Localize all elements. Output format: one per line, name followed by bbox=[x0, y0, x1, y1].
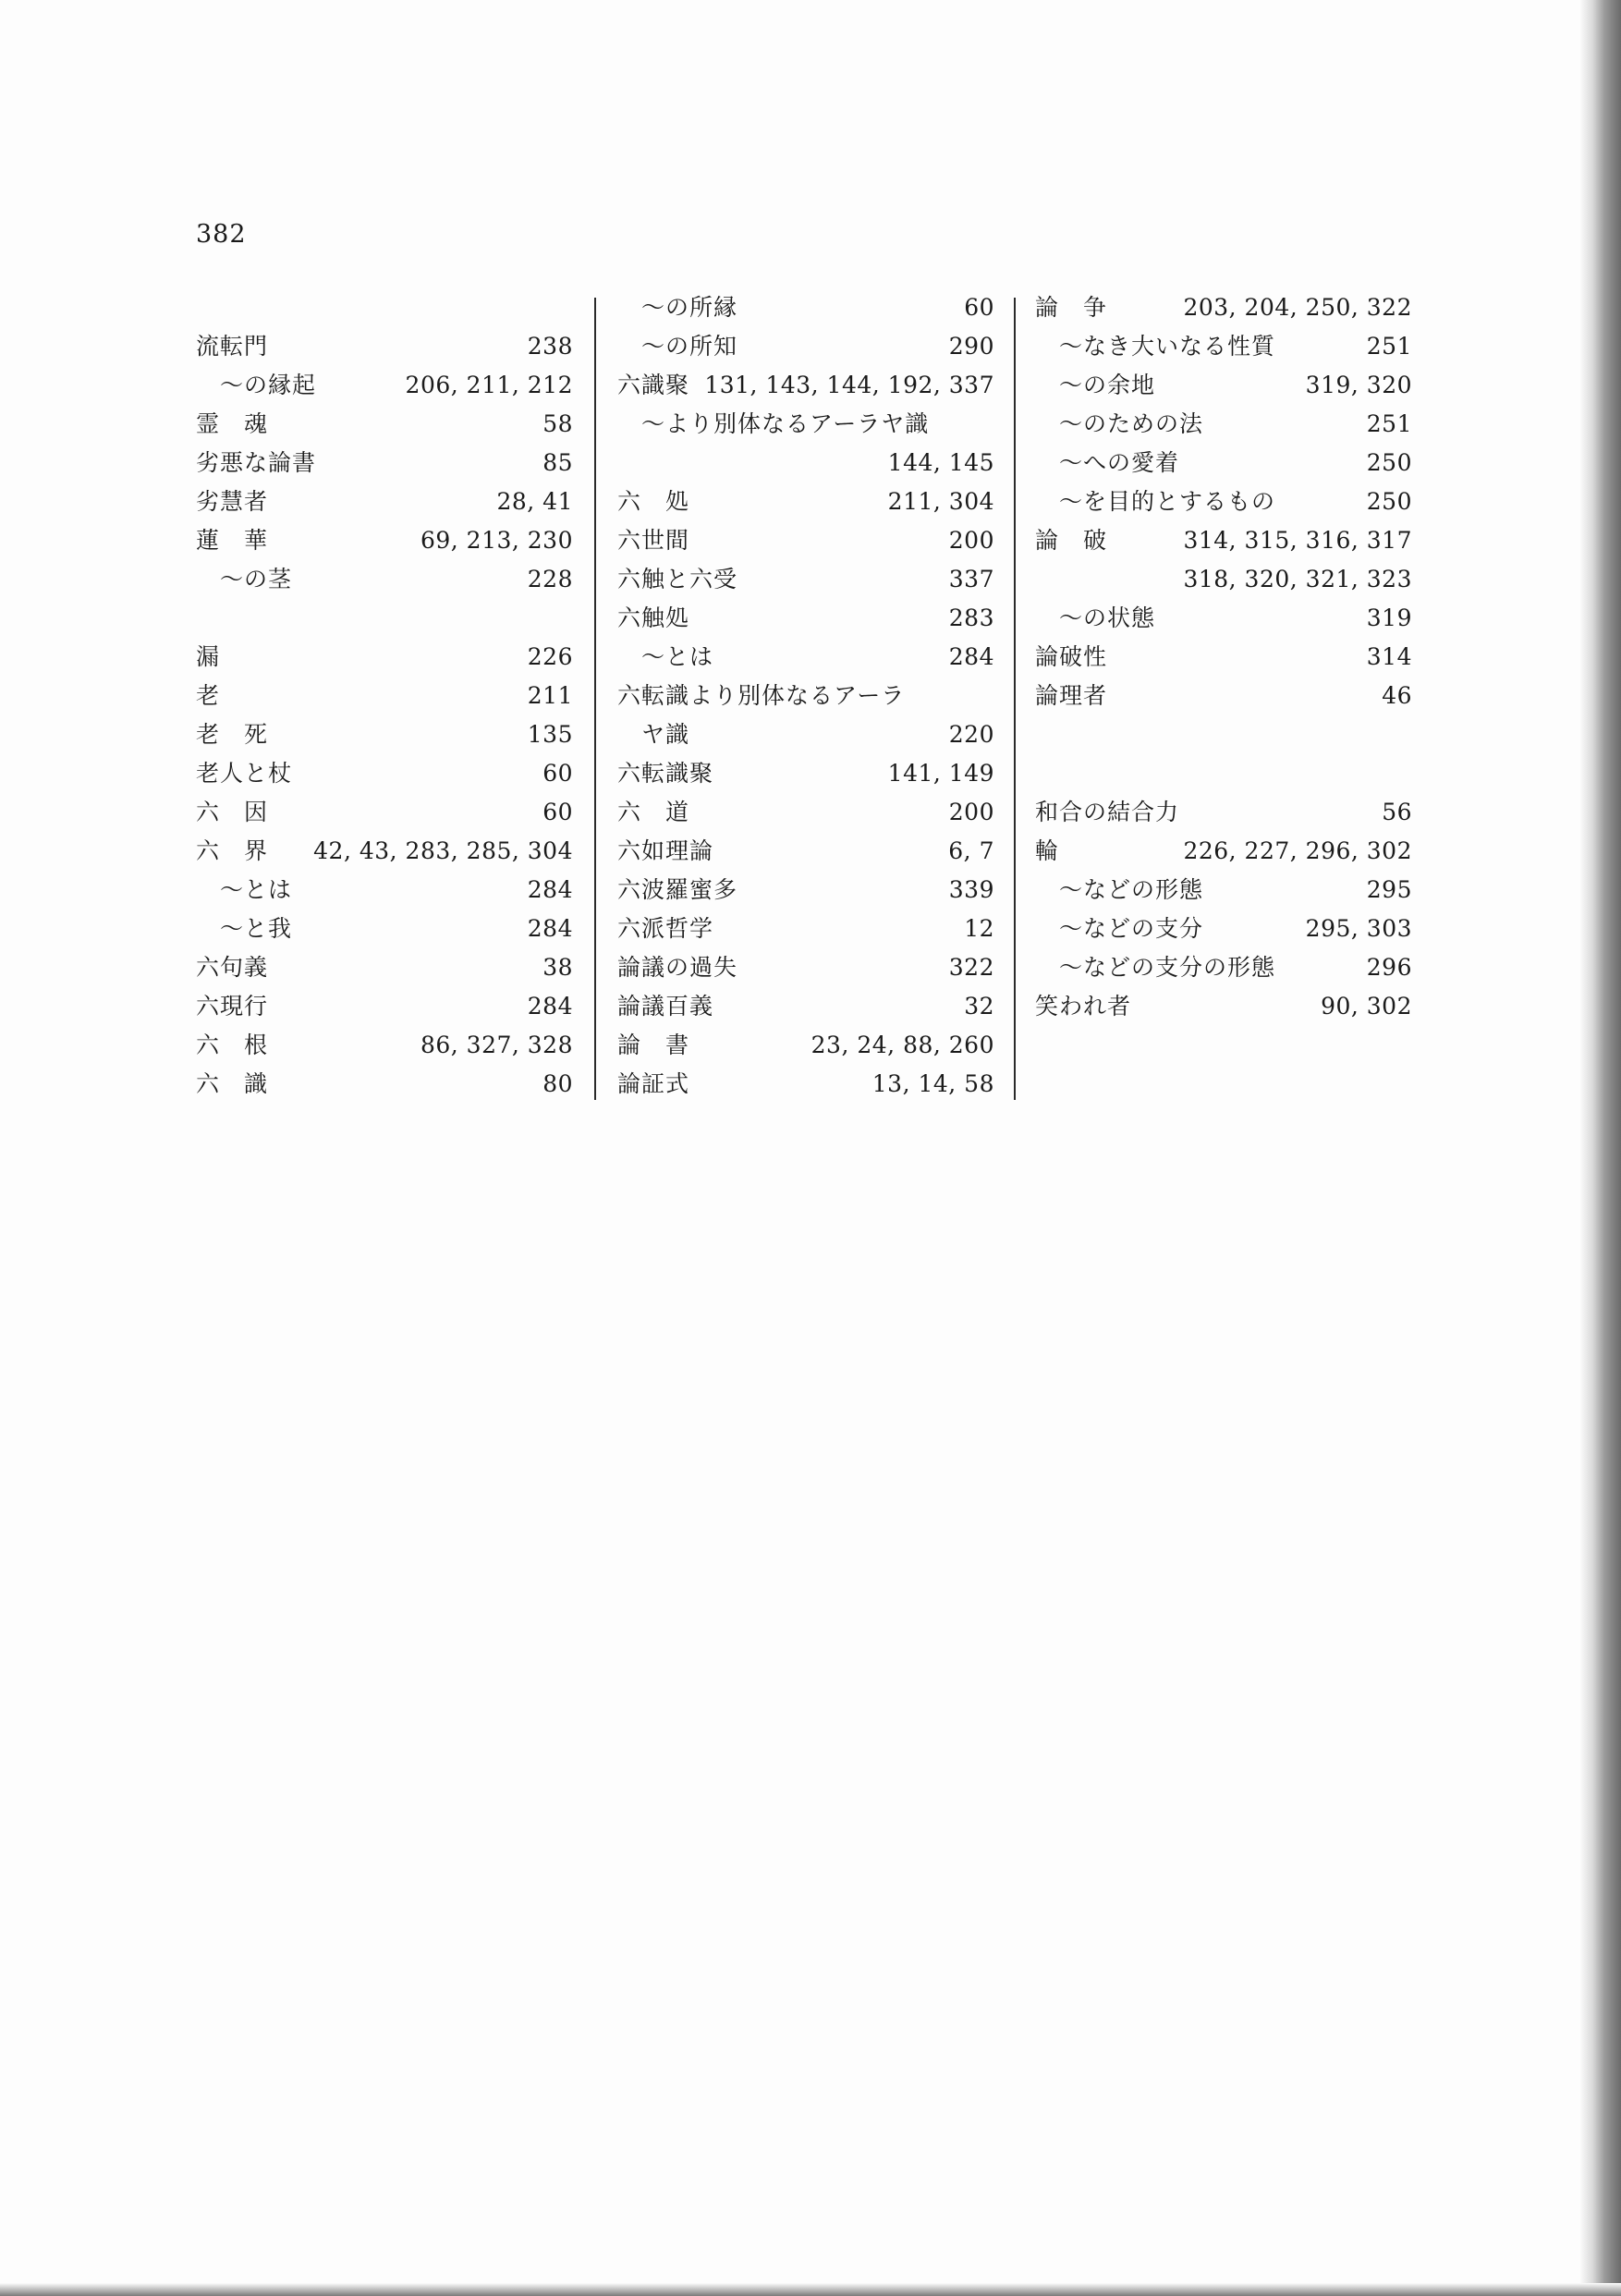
entry-term: ～のための法 bbox=[1059, 410, 1204, 437]
column-divider bbox=[594, 298, 596, 1100]
entry-term: 論 書 bbox=[617, 1032, 690, 1058]
index-entry bbox=[196, 677, 573, 715]
index-entry bbox=[196, 444, 573, 482]
entry-pages: 211, 304 bbox=[887, 488, 994, 515]
index-entry bbox=[617, 599, 994, 638]
entry-term: 輪 bbox=[1035, 837, 1060, 864]
entry-term: 老 bbox=[196, 682, 221, 709]
entry-term: 六識聚 bbox=[617, 372, 690, 398]
index-entry bbox=[617, 521, 994, 560]
entry-term: ～の余地 bbox=[1059, 372, 1156, 398]
index-entry bbox=[1035, 987, 1412, 1026]
entry-term: ～の縁起 bbox=[220, 372, 317, 398]
entry-term: 霊 魂 bbox=[196, 410, 269, 437]
entry-pages: 200 bbox=[948, 799, 994, 825]
index-entry-continuation bbox=[617, 444, 994, 482]
entry-term: 老人と杖 bbox=[196, 760, 293, 787]
entry-pages: 251 bbox=[1366, 410, 1412, 437]
entry-pages: 296 bbox=[1366, 954, 1412, 981]
index-subentry bbox=[1035, 871, 1412, 910]
entry-term: 六触処 bbox=[617, 605, 690, 631]
index-entry bbox=[196, 793, 573, 832]
entry-term: 六現行 bbox=[196, 993, 269, 1020]
entry-pages: 284 bbox=[527, 876, 573, 903]
blank-line bbox=[196, 599, 573, 638]
entry-pages: 284 bbox=[948, 643, 994, 670]
entry-pages: 284 bbox=[527, 915, 573, 942]
entry-term: 六如理論 bbox=[617, 837, 714, 864]
index-entry bbox=[196, 1065, 573, 1104]
index-entry bbox=[617, 948, 994, 987]
entry-term: ～の所縁 bbox=[641, 294, 738, 321]
entry-term: 論議の過失 bbox=[617, 954, 738, 981]
entry-term: 論 破 bbox=[1035, 527, 1108, 554]
page-number: 382 bbox=[196, 220, 247, 249]
entry-term: 劣悪な論書 bbox=[196, 449, 317, 476]
entry-term: ～とは bbox=[641, 643, 714, 670]
entry-pages: 228 bbox=[527, 566, 573, 592]
entry-term: ～とは bbox=[220, 876, 293, 903]
entry-term: 笑われ者 bbox=[1035, 993, 1132, 1020]
column-divider bbox=[1014, 298, 1016, 1100]
entry-pages: 206, 211, 212 bbox=[405, 372, 573, 398]
entry-pages: 226, 227, 296, 302 bbox=[1183, 837, 1412, 864]
entry-pages: 135 bbox=[527, 721, 573, 748]
index-entry bbox=[617, 832, 994, 871]
entry-pages: 322 bbox=[948, 954, 994, 981]
index-entry bbox=[617, 754, 994, 793]
index-subentry bbox=[1035, 327, 1412, 366]
entry-term: 六派哲学 bbox=[617, 915, 714, 942]
index-column-2 bbox=[617, 288, 994, 1104]
entry-term: ～の所知 bbox=[641, 333, 738, 360]
entry-pages: 250 bbox=[1366, 449, 1412, 476]
blank-line bbox=[1035, 715, 1412, 754]
index-entry bbox=[617, 987, 994, 1026]
index-entry bbox=[1035, 793, 1412, 832]
entry-term: ～を目的とするもの bbox=[1059, 488, 1276, 515]
index-entry bbox=[617, 1026, 994, 1065]
index-subentry bbox=[1035, 910, 1412, 948]
index-subentry bbox=[617, 638, 994, 677]
scan-edge-shadow bbox=[1580, 0, 1621, 2296]
entry-term: 六世間 bbox=[617, 527, 690, 554]
index-column-1 bbox=[196, 288, 573, 1104]
index-entry bbox=[196, 987, 573, 1026]
entry-pages: 250 bbox=[1366, 488, 1412, 515]
index-entry bbox=[617, 560, 994, 599]
entry-pages: 295, 303 bbox=[1305, 915, 1412, 942]
index-subentry bbox=[196, 910, 573, 948]
entry-term: ～の茎 bbox=[220, 566, 293, 592]
index-subentry bbox=[196, 366, 573, 405]
entry-pages: 69, 213, 230 bbox=[420, 527, 573, 554]
entry-term: ～への愛着 bbox=[1059, 449, 1180, 476]
entry-term: ～などの形態 bbox=[1059, 876, 1204, 903]
index-subentry bbox=[1035, 366, 1412, 405]
entry-term: 六句義 bbox=[196, 954, 269, 981]
index-subentry bbox=[196, 871, 573, 910]
index-entry bbox=[196, 832, 573, 871]
entry-pages: 290 bbox=[948, 333, 994, 360]
index-entry bbox=[196, 948, 573, 987]
entry-pages: 60 bbox=[542, 799, 573, 825]
entry-term: 六転識聚 bbox=[617, 760, 714, 787]
entry-term: 論議百義 bbox=[617, 993, 714, 1020]
entry-term: 六 処 bbox=[617, 488, 690, 515]
entry-pages: 60 bbox=[542, 760, 573, 787]
entry-pages: 141, 149 bbox=[887, 760, 994, 787]
index-subentry bbox=[617, 327, 994, 366]
index-entry bbox=[617, 482, 994, 521]
entry-term: 漏 bbox=[196, 643, 221, 670]
entry-pages: 319, 320 bbox=[1305, 372, 1412, 398]
index-entry bbox=[617, 366, 994, 405]
entry-term: 論理者 bbox=[1035, 682, 1108, 709]
index-entry bbox=[196, 638, 573, 677]
entry-pages: 337 bbox=[948, 566, 994, 592]
index-subentry bbox=[617, 715, 994, 754]
index-entry bbox=[196, 521, 573, 560]
index-entry bbox=[1035, 638, 1412, 677]
entry-pages: 131, 143, 144, 192, 337 bbox=[704, 372, 994, 398]
index-subentry bbox=[1035, 599, 1412, 638]
entry-pages: 38 bbox=[542, 954, 573, 981]
index-subentry bbox=[617, 288, 994, 327]
entry-term: 六触と六受 bbox=[617, 566, 738, 592]
index-subentry bbox=[1035, 948, 1412, 987]
index-entry-continuation bbox=[1035, 560, 1412, 599]
index-subentry bbox=[1035, 405, 1412, 444]
entry-pages: 13, 14, 58 bbox=[871, 1070, 994, 1097]
index-subentry bbox=[1035, 444, 1412, 482]
entry-pages: 238 bbox=[527, 333, 573, 360]
scan-bottom-edge bbox=[0, 2283, 1621, 2296]
index-entry bbox=[1035, 288, 1412, 327]
index-entry bbox=[617, 677, 994, 715]
entry-pages: 211 bbox=[527, 682, 573, 709]
entry-term: 論破性 bbox=[1035, 643, 1108, 670]
entry-pages: 42, 43, 283, 285, 304 bbox=[313, 837, 573, 864]
entry-term: 和合の結合力 bbox=[1035, 799, 1180, 825]
entry-term: 劣慧者 bbox=[196, 488, 269, 515]
index-entry bbox=[196, 715, 573, 754]
index-subentry bbox=[196, 560, 573, 599]
index-entry bbox=[196, 405, 573, 444]
entry-term: 六 根 bbox=[196, 1032, 269, 1058]
blank-line bbox=[196, 288, 573, 327]
entry-term: 蓮 華 bbox=[196, 527, 269, 554]
entry-pages: 80 bbox=[542, 1070, 573, 1097]
entry-term: 六 識 bbox=[196, 1070, 269, 1097]
entry-term: 六転識より別体なるアーラ bbox=[617, 682, 906, 709]
entry-term: ヤ識 bbox=[641, 721, 690, 748]
index-entry bbox=[1035, 677, 1412, 715]
entry-pages: 58 bbox=[542, 410, 573, 437]
entry-pages: 339 bbox=[948, 876, 994, 903]
entry-pages: 86, 327, 328 bbox=[420, 1032, 573, 1058]
entry-pages: 251 bbox=[1366, 333, 1412, 360]
entry-pages: 283 bbox=[948, 605, 994, 631]
index-column-3 bbox=[1035, 288, 1412, 1026]
entry-pages: 6, 7 bbox=[948, 837, 994, 864]
entry-pages: 60 bbox=[964, 294, 994, 321]
entry-pages: 295 bbox=[1366, 876, 1412, 903]
entry-term: ～などの支分の形態 bbox=[1059, 954, 1276, 981]
entry-pages: 12 bbox=[964, 915, 994, 942]
entry-pages: 46 bbox=[1382, 682, 1412, 709]
entry-pages: 85 bbox=[542, 449, 573, 476]
entry-pages: 28, 41 bbox=[496, 488, 573, 515]
index-entry bbox=[196, 327, 573, 366]
entry-term: ～なき大いなる性質 bbox=[1059, 333, 1276, 360]
entry-pages: 90, 302 bbox=[1321, 993, 1412, 1020]
blank-line bbox=[1035, 754, 1412, 793]
index-subentry bbox=[617, 405, 994, 444]
entry-pages: 284 bbox=[527, 993, 573, 1020]
index-entry bbox=[196, 1026, 573, 1065]
entry-term: ～と我 bbox=[220, 915, 293, 942]
index-entry bbox=[1035, 521, 1412, 560]
index-entry bbox=[196, 754, 573, 793]
entry-term: 六 因 bbox=[196, 799, 269, 825]
entry-term: 六波羅蜜多 bbox=[617, 876, 738, 903]
entry-term: 老 死 bbox=[196, 721, 269, 748]
index-entry bbox=[617, 793, 994, 832]
entry-pages: 226 bbox=[527, 643, 573, 670]
entry-pages: 314, 315, 316, 317 bbox=[1183, 527, 1412, 554]
index-entry bbox=[196, 482, 573, 521]
entry-pages: 32 bbox=[964, 993, 994, 1020]
entry-term: 六 道 bbox=[617, 799, 690, 825]
index-entry bbox=[617, 871, 994, 910]
index-entry bbox=[1035, 832, 1412, 871]
index-entry bbox=[617, 1065, 994, 1104]
entry-pages: 314 bbox=[1366, 643, 1412, 670]
entry-pages: 220 bbox=[948, 721, 994, 748]
entry-pages: 318, 320, 321, 323 bbox=[1183, 566, 1412, 592]
entry-pages: 319 bbox=[1366, 605, 1412, 631]
entry-term: 論 争 bbox=[1035, 294, 1108, 321]
entry-term: ～などの支分 bbox=[1059, 915, 1204, 942]
entry-pages: 56 bbox=[1382, 799, 1412, 825]
entry-term: ～より別体なるアーラヤ識 bbox=[641, 410, 930, 437]
entry-term: 論証式 bbox=[617, 1070, 690, 1097]
entry-term: ～の状態 bbox=[1059, 605, 1156, 631]
entry-pages: 23, 24, 88, 260 bbox=[810, 1032, 994, 1058]
entry-pages: 144, 145 bbox=[887, 449, 994, 476]
entry-pages: 200 bbox=[948, 527, 994, 554]
index-entry bbox=[617, 910, 994, 948]
entry-term: 六 界 bbox=[196, 837, 269, 864]
index-subentry bbox=[1035, 482, 1412, 521]
entry-term: 流転門 bbox=[196, 333, 269, 360]
entry-pages: 203, 204, 250, 322 bbox=[1183, 294, 1412, 321]
